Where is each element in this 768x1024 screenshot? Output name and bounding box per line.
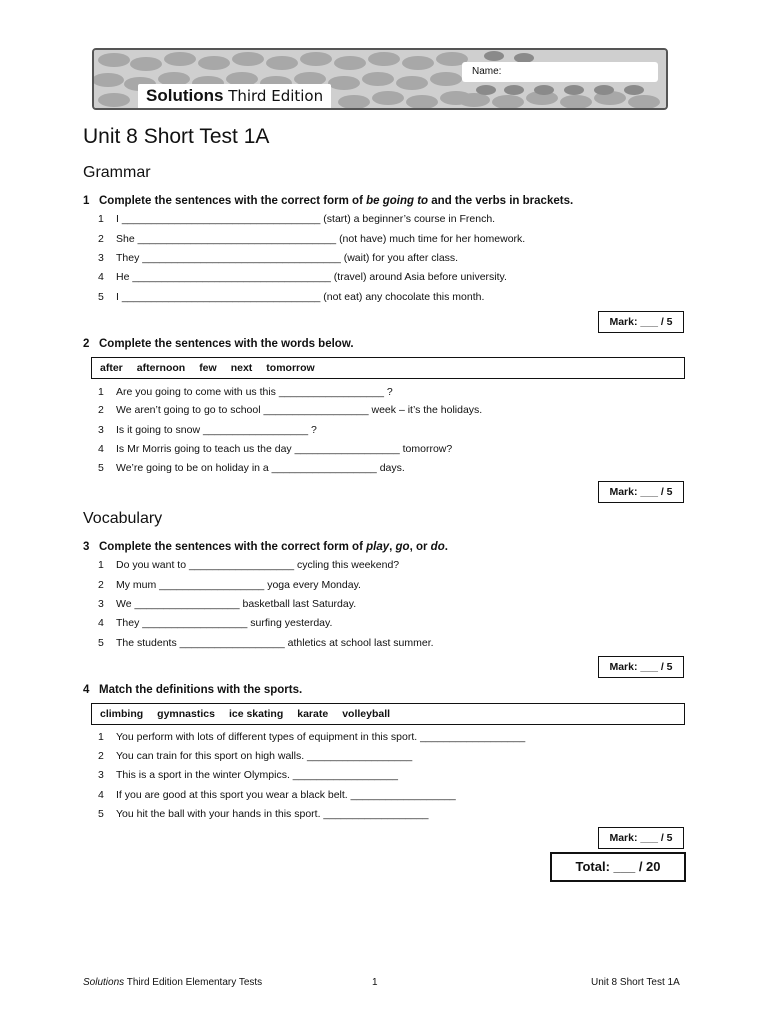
task-3-item: 5 The students __________________ athletics at school last summer. (98, 637, 434, 649)
task-1-mark-box: Mark: ___ / 5 (598, 311, 684, 333)
footer-right: Unit 8 Short Test 1A (591, 977, 680, 988)
brand-logo (138, 84, 331, 108)
footer-left: Solutions Third Edition Elementary Tests (83, 977, 263, 988)
word: few (199, 362, 217, 374)
task-4-instruction: 4 Match the definitions with the sports. (83, 684, 303, 696)
task-3-mark-box: Mark: ___ / 5 (598, 656, 684, 678)
task-4-item: 3 This is a sport in the winter Olympics. __________________ (98, 769, 398, 781)
word: karate (297, 708, 329, 720)
task-3-instruction: 3 Complete the sentences with the correct form of play, go, or do. (83, 541, 448, 553)
grammar-heading: Grammar (83, 164, 151, 181)
task-1-item: 5 I __________________________________ (not eat) any chocolate this month. (98, 291, 485, 303)
name-label: Name: (472, 66, 502, 77)
task-4-item: 1 You perform with lots of different types of equipment in this sport. __________________ (98, 731, 526, 743)
brand-edition: Third Edition (228, 87, 324, 105)
word: after (100, 362, 123, 374)
task-2-mark-box: Mark: ___ / 5 (598, 481, 684, 503)
task-1-item: 2 She __________________________________ (not have) much time for her homework. (98, 233, 526, 245)
word: volleyball (342, 708, 391, 720)
task-2-word-box (91, 357, 685, 379)
task-2-item: 3 Is it going to snow __________________ ? (98, 424, 317, 436)
word: afternoon (136, 362, 186, 374)
task-4-mark-box: Mark: ___ / 5 (598, 827, 684, 849)
vocabulary-heading: Vocabulary (83, 510, 163, 527)
task-4-word-box (91, 703, 685, 725)
brand-bold: Solutions (146, 86, 224, 105)
total-box: Total: ___ / 20 (550, 852, 686, 882)
task-4-item: 2 You can train for this sport on high walls. __________________ (98, 750, 413, 762)
task-1-item: 3 They __________________________________ (wait) for you after class. (98, 252, 459, 264)
word: next (230, 362, 253, 374)
word: ice skating (228, 708, 284, 720)
task-3-item: 4 They __________________ surfing yesterday. (98, 617, 333, 629)
footer-page-number: 1 (372, 977, 378, 988)
word: tomorrow (266, 362, 315, 374)
task-1-instruction: 1 Complete the sentences with the correct form of be going to and the verbs in brackets. (83, 195, 574, 207)
task-3-item: 1 Do you want to __________________ cycling this weekend? (98, 559, 400, 571)
task-2-item: 1 Are you going to come with us this __________________ ? (98, 386, 393, 398)
word: climbing (100, 708, 144, 720)
task-2-item: 4 Is Mr Morris going to teach us the day __________________ tomorrow? (98, 443, 453, 455)
task-1-item: 4 He __________________________________ (travel) around Asia before university. (98, 271, 507, 283)
header-banner (92, 48, 668, 110)
task-4-item: 5 You hit the ball with your hands in this sport. __________________ (98, 808, 429, 820)
task-1-item: 1 I __________________________________ (start) a beginner’s course in French. (98, 213, 496, 225)
task-2-instruction: 2 Complete the sentences with the words below. (83, 338, 354, 350)
task-3-item: 2 My mum __________________ yoga every Monday. (98, 579, 361, 591)
word: gymnastics (157, 708, 215, 720)
task-4-item: 4 If you are good at this sport you wear a black belt. __________________ (98, 789, 456, 801)
task-2-item: 5 We’re going to be on holiday in a __________________ days. (98, 462, 405, 474)
task-3-item: 3 We __________________ basketball last Saturday. (98, 598, 357, 610)
page-title: Unit 8 Short Test 1A (83, 125, 270, 148)
task-2-item: 2 We aren’t going to go to school __________________ week – it’s the holidays. (98, 404, 483, 416)
name-field[interactable] (462, 62, 658, 82)
